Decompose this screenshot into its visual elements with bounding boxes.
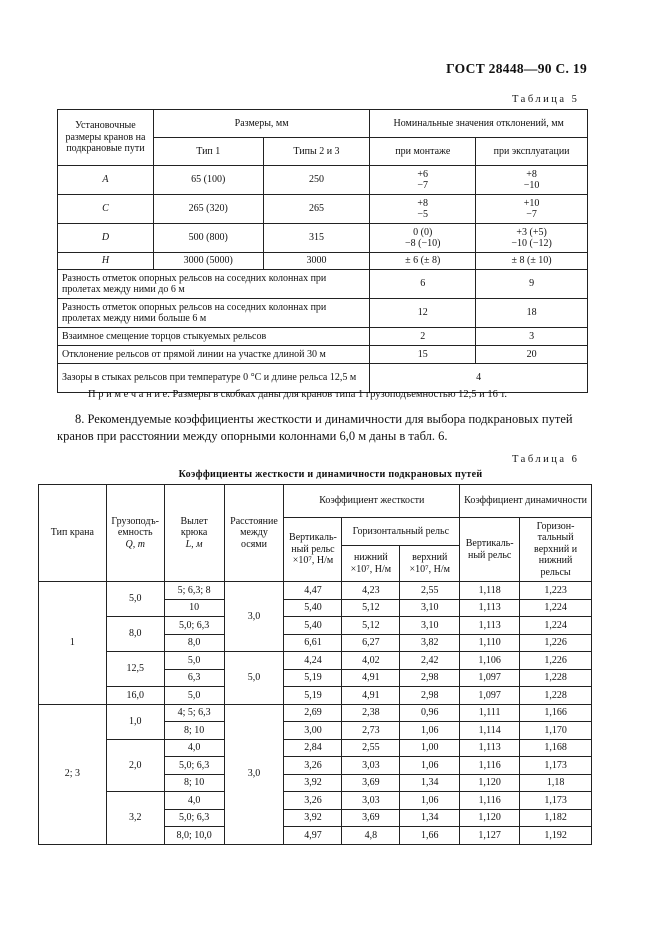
t5-text-row [58, 328, 588, 346]
t6-head-upper: верхний ×10⁷, Н/м [400, 546, 460, 582]
t6-reach: 6,3 [164, 669, 224, 687]
t6-head-horizontal: Горизонтальный рельс [342, 518, 460, 546]
cell-line: ± 8 (± 10) [511, 255, 552, 267]
t6-value: 1,226 [520, 652, 592, 670]
t5-text-row-label: Разность отметок опорных рельсов на соседних колоннах при пролетах между ними больше 6 м [58, 299, 370, 328]
t6-value: 1,224 [520, 599, 592, 617]
t6-row [39, 652, 592, 670]
t6-head-type: Тип крана [39, 485, 107, 582]
t6-crane-type: 1 [39, 582, 107, 705]
t6-row [39, 687, 592, 705]
t6-capacity: 16,0 [106, 687, 164, 705]
t6-head-dynamic: Коэффициент динамичности [460, 485, 592, 518]
t6-value: 4,02 [342, 652, 400, 670]
t6-value: 3,92 [284, 809, 342, 827]
t5-head-sizes: Размеры, мм [153, 110, 369, 138]
t6-axis: 3,0 [224, 582, 284, 652]
t6-value: 1,34 [400, 809, 460, 827]
t6-value: 2,55 [400, 582, 460, 600]
table5-label: Таблица 5 [512, 94, 580, 105]
t5-text-row-label: Разность отметок опорных рельсов на соседних колоннах при пролетах между ними до 6 м [58, 270, 370, 299]
t6-head-lower: нижний ×10⁷, Н/м [342, 546, 400, 582]
table6-label: Таблица 6 [512, 454, 580, 465]
t6-reach: 5; 6,3; 8 [164, 582, 224, 600]
t6-value: 1,168 [520, 739, 592, 757]
t5-row [58, 224, 588, 253]
t6-reach: 8; 10 [164, 722, 224, 740]
t6-capacity: 1,0 [106, 704, 164, 739]
t6-crane-type: 2; 3 [39, 704, 107, 844]
t6-row [39, 617, 592, 635]
t6-value: 6,61 [284, 634, 342, 652]
t6-value: 5,12 [342, 599, 400, 617]
t6-value: 1,224 [520, 617, 592, 635]
t6-value: 1,166 [520, 704, 592, 722]
t5-row-operation [476, 224, 588, 253]
t6-value: 1,226 [520, 634, 592, 652]
t5-row-type1: 3000 (5000) [153, 253, 263, 270]
t6-value: 1,106 [460, 652, 520, 670]
t6-value: 1,120 [460, 809, 520, 827]
t6-value: 5,40 [284, 599, 342, 617]
table6 [38, 484, 592, 845]
t6-capacity: 8,0 [106, 617, 164, 652]
t6-axis: 3,0 [224, 704, 284, 844]
t6-value: 1,097 [460, 687, 520, 705]
t6-value: 4,23 [342, 582, 400, 600]
t6-value: 3,10 [400, 599, 460, 617]
cell-line: −10 [523, 180, 540, 191]
t6-head-dyn-vertical: Вертикаль-ный рельс [460, 518, 520, 582]
t6-value: 1,182 [520, 809, 592, 827]
t5-row [58, 253, 588, 270]
t6-value: 1,127 [460, 827, 520, 845]
t6-value: 1,170 [520, 722, 592, 740]
t5-row-operation [476, 166, 588, 195]
t6-value: 4,47 [284, 582, 342, 600]
t6-value: 3,26 [284, 792, 342, 810]
t6-value: 1,114 [460, 722, 520, 740]
t6-head-vertical: Вертикаль-ный рельс ×10⁷, Н/м [284, 518, 342, 582]
t6-value: 1,097 [460, 669, 520, 687]
cell-line: −7 [526, 209, 537, 220]
t5-text-row-label: Отклонение рельсов от прямой линии на участке длиной 30 м [58, 346, 370, 364]
t5-row-name: C [58, 195, 154, 224]
t6-value: 3,69 [342, 774, 400, 792]
t5-head-type23: Типы 2 и 3 [263, 138, 370, 166]
t5-row-operation [476, 195, 588, 224]
t6-reach: 10 [164, 599, 224, 617]
t6-value: 1,111 [460, 704, 520, 722]
t5-row-type1: 265 (320) [153, 195, 263, 224]
t6-reach: 8; 10 [164, 774, 224, 792]
t5-text-row-operation: 18 [476, 299, 588, 328]
t6-value: 1,113 [460, 617, 520, 635]
t5-head-install: при монтаже [370, 138, 476, 166]
t6-row [39, 739, 592, 757]
t5-text-row-install: 2 [370, 328, 476, 346]
t5-text-row-install: 15 [370, 346, 476, 364]
cell-line: −8 (−10) [405, 238, 441, 249]
t6-value: 3,00 [284, 722, 342, 740]
t6-value: 2,42 [400, 652, 460, 670]
t6-head-dyn-horizontal: Горизон-тальный верхний и нижний рельсы [520, 518, 592, 582]
cell-line: +3 (+5) [516, 226, 547, 238]
t6-value: 4,91 [342, 669, 400, 687]
t6-reach: 8,0 [164, 634, 224, 652]
t6-head-reach: Вылет крюка L, м [164, 485, 224, 582]
t6-value: 1,120 [460, 774, 520, 792]
t5-row [58, 195, 588, 224]
t6-value: 2,38 [342, 704, 400, 722]
t6-reach: 5,0; 6,3 [164, 757, 224, 775]
t6-value: 3,03 [342, 757, 400, 775]
t5-row-type1: 65 (100) [153, 166, 263, 195]
t5-row-name: D [58, 224, 154, 253]
t6-value: 6,27 [342, 634, 400, 652]
t6-capacity: 2,0 [106, 739, 164, 792]
cell-line: −7 [417, 180, 429, 191]
t5-row [58, 166, 588, 195]
cell-line: −10 (−12) [511, 238, 552, 249]
t6-row [39, 792, 592, 810]
t6-value: 1,18 [520, 774, 592, 792]
t6-head-stiffness: Коэффициент жесткости [284, 485, 460, 518]
t6-value: 1,228 [520, 687, 592, 705]
cell-line: +6 [417, 168, 429, 180]
t6-value: 3,10 [400, 617, 460, 635]
t6-value: 1,116 [460, 792, 520, 810]
paragraph-8: 8. Рекомендуемые коэффициенты жесткости и динамичности для выбора подкрановых путей кранов при расстоянии между опорными колоннами 6,0 м даны в табл. 6. [57, 412, 573, 443]
t6-capacity: 5,0 [106, 582, 164, 617]
t6-value: 3,92 [284, 774, 342, 792]
t6-value: 1,66 [400, 827, 460, 845]
t6-value: 4,8 [342, 827, 400, 845]
t6-value: 1,228 [520, 669, 592, 687]
t6-value: 1,192 [520, 827, 592, 845]
t5-row-type23: 315 [263, 224, 370, 253]
t6-row [39, 582, 592, 600]
t5-row-name: A [58, 166, 154, 195]
t5-row-name: H [58, 253, 154, 270]
t5-text-row-install: 6 [370, 270, 476, 299]
t5-head-deviation: Номинальные значения отклонений, мм [370, 110, 588, 138]
t6-value: 1,118 [460, 582, 520, 600]
cell-line: +8 [526, 168, 537, 180]
t5-row-install [370, 195, 476, 224]
t6-value: 4,24 [284, 652, 342, 670]
table5-note: П р и м е ч а н и е. Размеры в скобках даны для кранов типа 1 грузоподъемностью 12,5 и 16 т. [88, 389, 507, 400]
t5-text-row-operation: 3 [476, 328, 588, 346]
t6-row [39, 704, 592, 722]
t6-value: 5,19 [284, 669, 342, 687]
t6-value: 1,113 [460, 739, 520, 757]
t6-value: 1,173 [520, 757, 592, 775]
t6-capacity: 3,2 [106, 792, 164, 845]
cell-line: −5 [417, 209, 429, 220]
t5-text-row [58, 270, 588, 299]
t6-value: 1,110 [460, 634, 520, 652]
t6-value: 3,26 [284, 757, 342, 775]
t6-value: 4,91 [342, 687, 400, 705]
t5-text-row-label: Зазоры в стыках рельсов при температуре 0 °С и длине рельса 12,5 м [58, 364, 370, 393]
t6-reach: 4,0 [164, 792, 224, 810]
t5-row-type1: 500 (800) [153, 224, 263, 253]
t6-reach: 5,0; 6,3 [164, 809, 224, 827]
cell-line: 0 (0) [413, 226, 433, 238]
t6-value: 5,19 [284, 687, 342, 705]
t5-head-col1: Установочные размеры кранов на подкрановые пути [58, 110, 154, 166]
t5-text-row-operation: 9 [476, 270, 588, 299]
cell-line: +10 [523, 197, 540, 209]
t6-value: 1,06 [400, 757, 460, 775]
t5-head-operation: при эксплуатации [476, 138, 588, 166]
t6-reach: 8,0; 10,0 [164, 827, 224, 845]
t5-text-row [58, 299, 588, 328]
t5-row-install [370, 253, 476, 270]
t6-value: 2,55 [342, 739, 400, 757]
t6-value: 2,98 [400, 687, 460, 705]
t6-value: 1,06 [400, 792, 460, 810]
t6-axis: 5,0 [224, 652, 284, 705]
t6-reach: 4; 5; 6,3 [164, 704, 224, 722]
t5-row-type23: 265 [263, 195, 370, 224]
t5-row-install [370, 224, 476, 253]
t6-reach: 5,0 [164, 652, 224, 670]
table5 [57, 109, 588, 393]
table6-title: Коэффициенты жесткости и динамичности подкрановых путей [178, 469, 483, 480]
t5-text-row-operation: 20 [476, 346, 588, 364]
t6-value: 1,34 [400, 774, 460, 792]
t6-head-distance: Расстояние между осями [224, 485, 284, 582]
t5-row-operation [476, 253, 588, 270]
t6-value: 1,06 [400, 722, 460, 740]
t6-value: 2,73 [342, 722, 400, 740]
t6-value: 5,12 [342, 617, 400, 635]
cell-line: +8 [417, 197, 429, 209]
t6-value: 1,223 [520, 582, 592, 600]
t6-value: 1,173 [520, 792, 592, 810]
t6-reach: 4,0 [164, 739, 224, 757]
t5-text-row-merged: 4 [370, 364, 588, 393]
t5-text-row [58, 346, 588, 364]
t6-value: 5,40 [284, 617, 342, 635]
t6-value: 3,03 [342, 792, 400, 810]
t6-value: 1,116 [460, 757, 520, 775]
t5-row-type23: 250 [263, 166, 370, 195]
t6-capacity: 12,5 [106, 652, 164, 687]
t6-value: 2,69 [284, 704, 342, 722]
cell-line: ± 6 (± 8) [405, 255, 441, 267]
t6-value: 3,69 [342, 809, 400, 827]
page-header: ГОСТ 28448—90 С. 19 [446, 61, 587, 76]
t6-value: 3,82 [400, 634, 460, 652]
t6-reach: 5,0 [164, 687, 224, 705]
t6-reach: 5,0; 6,3 [164, 617, 224, 635]
t6-value: 2,98 [400, 669, 460, 687]
t6-head-capacity: Грузоподъ-емность Q, т [106, 485, 164, 582]
t6-value: 1,00 [400, 739, 460, 757]
t5-head-type1: Тип 1 [153, 138, 263, 166]
t5-row-type23: 3000 [263, 253, 370, 270]
t5-text-row-label: Взаимное смещение торцов стыкуемых рельсов [58, 328, 370, 346]
t6-value: 2,84 [284, 739, 342, 757]
t6-value: 1,113 [460, 599, 520, 617]
t6-value: 0,96 [400, 704, 460, 722]
t5-text-row-install: 12 [370, 299, 476, 328]
t6-value: 4,97 [284, 827, 342, 845]
t5-row-install [370, 166, 476, 195]
